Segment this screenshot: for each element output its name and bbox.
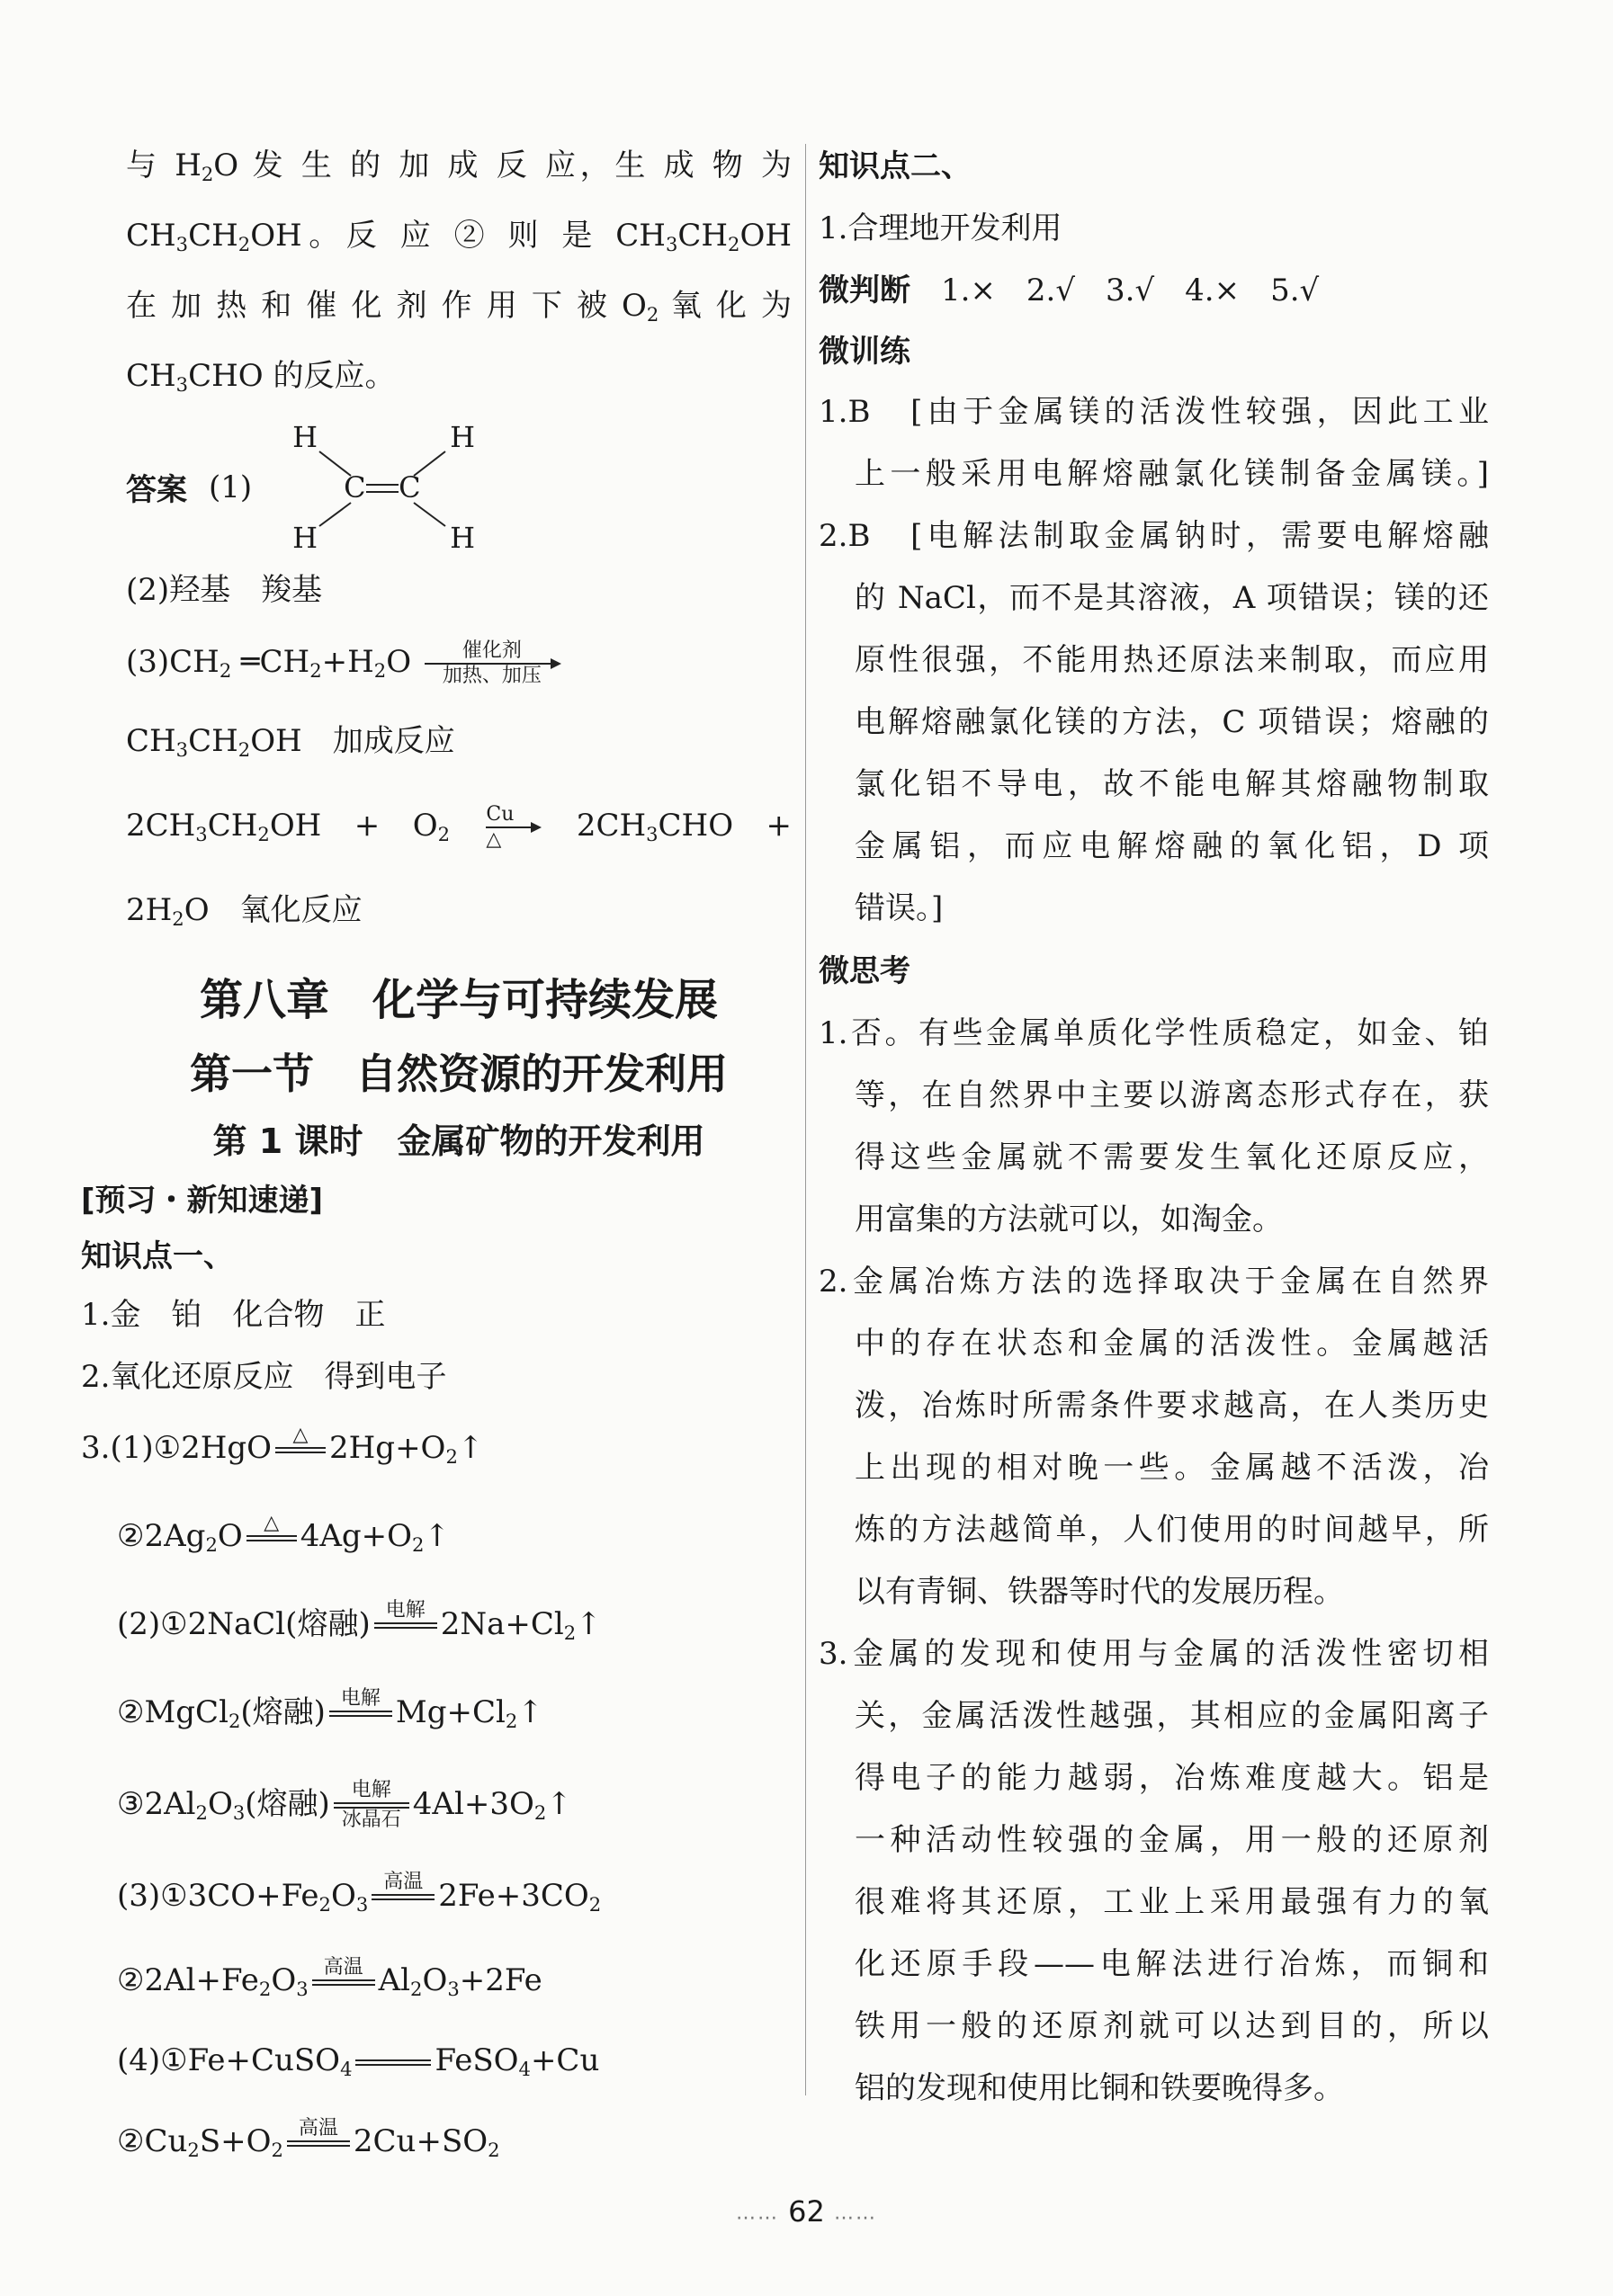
section-title: 第一节 自然资源的开发利用 (190, 1050, 728, 1099)
judge-answers: 1.× 2.√ 3.√ 4.× 5.√ (941, 272, 1320, 308)
train-2-line: 氯化铝不导电，故不能电解其熔融物制取 (855, 766, 1489, 802)
chapter-title: 第八章 化学与可持续发展 (199, 975, 718, 1026)
think-2-line: 上出现的相对晚一些。金属越不活泼，冶 (855, 1450, 1489, 1486)
train-1-line: 1.B [由于金属镁的活泼性较强，因此工业 (819, 394, 1489, 430)
answer-3-eq2: $2CH_3CH_2OH + O_2$ Cu △ $2CH_3CHO$ + (126, 803, 793, 852)
think-3-line: 铁用一般的还原剂就可以达到目的，所以 (855, 2008, 1489, 2044)
page-footer (0, 2194, 1613, 2229)
preview-tag: [预习・新知速递] (81, 1183, 324, 1219)
judge-label: 微判断 (819, 272, 910, 308)
judge-row (819, 260, 1489, 322)
think-3-line: 铝的发现和使用比铜和铁要晚得多。 (855, 2070, 1344, 2106)
train-2-line: 金属铝，而应电解熔融的氧化铝，D 项 (855, 828, 1489, 864)
think-1-line: 等，在自然界中主要以游离态形式存在，获 (855, 1077, 1489, 1113)
eq-ag2o: $②2Ag_2O$ △ $4Ag+O_2↑$ (117, 1511, 450, 1556)
intro-line-3: 在 加 热 和 催 化 剂 作 用 下 被 $O_2$ 氧 化 为 (126, 287, 792, 326)
h-atom: H (292, 419, 318, 454)
column-divider (805, 144, 806, 2095)
eq-mgcl2: ②MgCl$_2$(熔融) 电解 $Mg+Cl_2↑$ (117, 1687, 543, 1732)
h-atom: H (450, 419, 476, 454)
answer-3-tail: $2H_2O$ 氧化反应 (126, 892, 363, 931)
think-3-line: 很难将其还原，工业上采用最强有力的氧 (855, 1884, 1489, 1920)
answer-1-row (126, 415, 792, 559)
answer-2: (2)羟基 羧基 (126, 571, 323, 608)
reaction-arrow: Cu △ (486, 803, 540, 852)
train-2-line: 的 NaCl，而不是其溶液，A 项错误；镁的还 (855, 580, 1489, 616)
eq-fe2o3-co: $(3)①3CO+Fe_2O_3$ 高温 $2Fe+3CO_2$ (117, 1871, 602, 1916)
think-3-line: 一种活动性较强的金属，用一般的还原剂 (855, 1822, 1489, 1858)
knowledge-point-1: 知识点一、 (81, 1238, 234, 1275)
train-2-line: 2.B [电解法制取金属钠时，需要电解熔融 (819, 518, 1489, 554)
think-label: 微思考 (819, 953, 910, 989)
kp1-item-1: 1.金 铂 化合物 正 (81, 1297, 386, 1334)
c-atom: C (344, 469, 366, 505)
train-2-line: 错误。] (855, 890, 944, 926)
knowledge-point-2: 知识点二、 (819, 148, 972, 184)
kp1-item-2: 2.氧化还原反应 得到电子 (81, 1359, 447, 1396)
think-2-line: 2.金属冶炼方法的选择取决于金属在自然界 (819, 1264, 1489, 1300)
think-3-line: 得电子的能力越弱，冶炼难度越大。铝是 (855, 1760, 1489, 1796)
think-1-line: 1.否。有些金属单质化学性质稳定，如金、铂 (819, 1015, 1489, 1051)
think-2-line: 炼的方法越简单，人们使用的时间越早，所 (855, 1512, 1489, 1548)
eq-nacl: (2)①2NaCl(熔融) 电解 $2Na+Cl_2↑$ (117, 1599, 602, 1644)
answer-3-eq1: $(3)CH_2$ $═CH_2+H_2O$ 催化剂 加热、加压 (126, 621, 792, 711)
think-3-line: 3.金属的发现和使用与金属的活泼性密切相 (819, 1636, 1489, 1672)
answer-3-product: $CH_3CH_2OH$ 加成反应 (126, 723, 455, 762)
eq-al2o3: $③2Al_2O_3$(熔融) 电解 冰晶石 $4Al+3O_2↑$ (117, 1779, 572, 1832)
right-column (819, 135, 1489, 2120)
h-atom: H (450, 520, 476, 555)
left-column (81, 135, 793, 2188)
train-2-line: 原性很强，不能用热还原法来制取，而应用 (855, 642, 1489, 678)
train-1-line: 上一般采用电解熔融氯化镁制备金属镁。] (855, 456, 1489, 492)
reaction-arrow: 催化剂 加热、加压 (425, 639, 560, 688)
c-atom: C (399, 469, 421, 505)
kp2-item-1: 1.合理地开发利用 (819, 210, 1062, 246)
answer-label: 答案 (126, 472, 187, 509)
think-3-line: 关，金属活泼性越强，其相应的金属阳离子 (855, 1698, 1489, 1734)
h-atom: H (292, 520, 318, 555)
think-1-line: 用富集的方法就可以，如淘金。 (855, 1202, 1283, 1237)
lesson-title: 第 1 课时 金属矿物的开发利用 (212, 1121, 705, 1162)
eq-cu2s: $②Cu_2S+O_2$ 高温 $2Cu+SO_2$ (117, 2116, 500, 2162)
think-2-line: 中的存在状态和金属的活泼性。金属越活 (855, 1326, 1489, 1362)
think-2-line: 以有青铜、铁器等时代的发展历程。 (855, 1574, 1344, 1610)
intro-line-4: $CH_3CHO$ 的反应。 (126, 357, 396, 396)
eq-hgo: 3.(1)①2HgO △ $2Hg+O_2↑$ (81, 1423, 484, 1469)
eq-thermite: $②2Al+Fe_2O_3$ 高温 $Al_2O_3+2Fe$ (117, 1955, 542, 2001)
think-3-line: 化还原手段——电解法进行冶炼，而铜和 (855, 1946, 1489, 1982)
page-number: 62 (788, 2194, 825, 2229)
intro-line-1: 与 $H_2O$ 发 生 的 加 成 反 应，生 成 物 为 (126, 147, 792, 185)
answer-num: (1) (209, 469, 253, 505)
think-1-line: 得这些金属就不需要发生氧化还原反应， (855, 1139, 1489, 1175)
intro-line-2: $CH_3CH_2OH$。反 应 ② 则 是 $CH_3CH_2OH$ (126, 217, 792, 255)
train-label: 微训练 (819, 334, 910, 370)
ethylene-structure (279, 420, 486, 555)
train-2-line: 电解熔融氯化镁的方法，C 项错误；熔融的 (855, 704, 1489, 740)
footer-dots: …… (834, 2202, 878, 2225)
think-2-line: 泼，冶炼时所需条件要求越高，在人类历史 (855, 1388, 1489, 1424)
footer-dots: …… (735, 2202, 779, 2225)
eq-cuso4: (4)①Fe+CuSO$_4$ FeSO$_4$+Cu (117, 2042, 600, 2081)
